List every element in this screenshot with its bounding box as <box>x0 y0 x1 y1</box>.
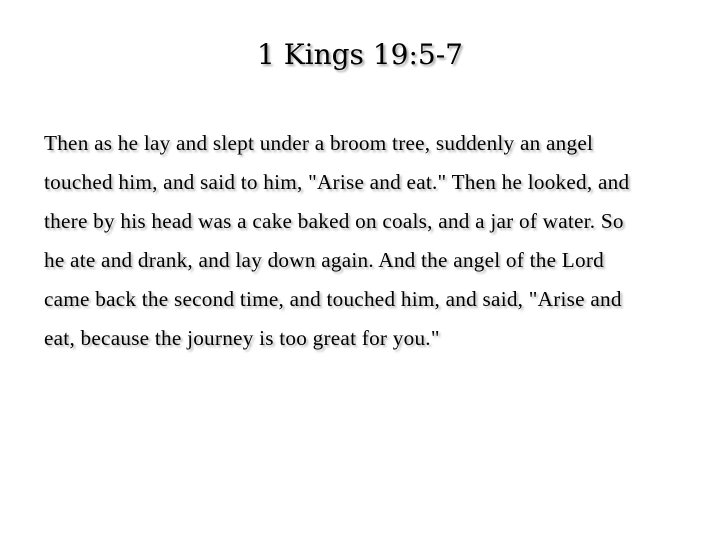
scripture-line: came back the second time, and touched him, and said, "Arise and <box>44 287 622 311</box>
scripture-line: there by his head was a cake baked on coals, and a jar of water. So <box>44 209 624 233</box>
scripture-text <box>44 124 684 358</box>
scripture-line: he ate and drank, and lay down again. And the angel of the Lord <box>44 248 604 272</box>
scripture-line: Then as he lay and slept under a broom tree, suddenly an angel <box>44 131 594 155</box>
slide-title: 1 Kings 19:5-7 <box>257 38 463 71</box>
scripture-line: touched him, and said to him, "Arise and eat." Then he looked, and <box>44 170 630 194</box>
scripture-line: eat, because the journey is too great for you." <box>44 326 440 350</box>
